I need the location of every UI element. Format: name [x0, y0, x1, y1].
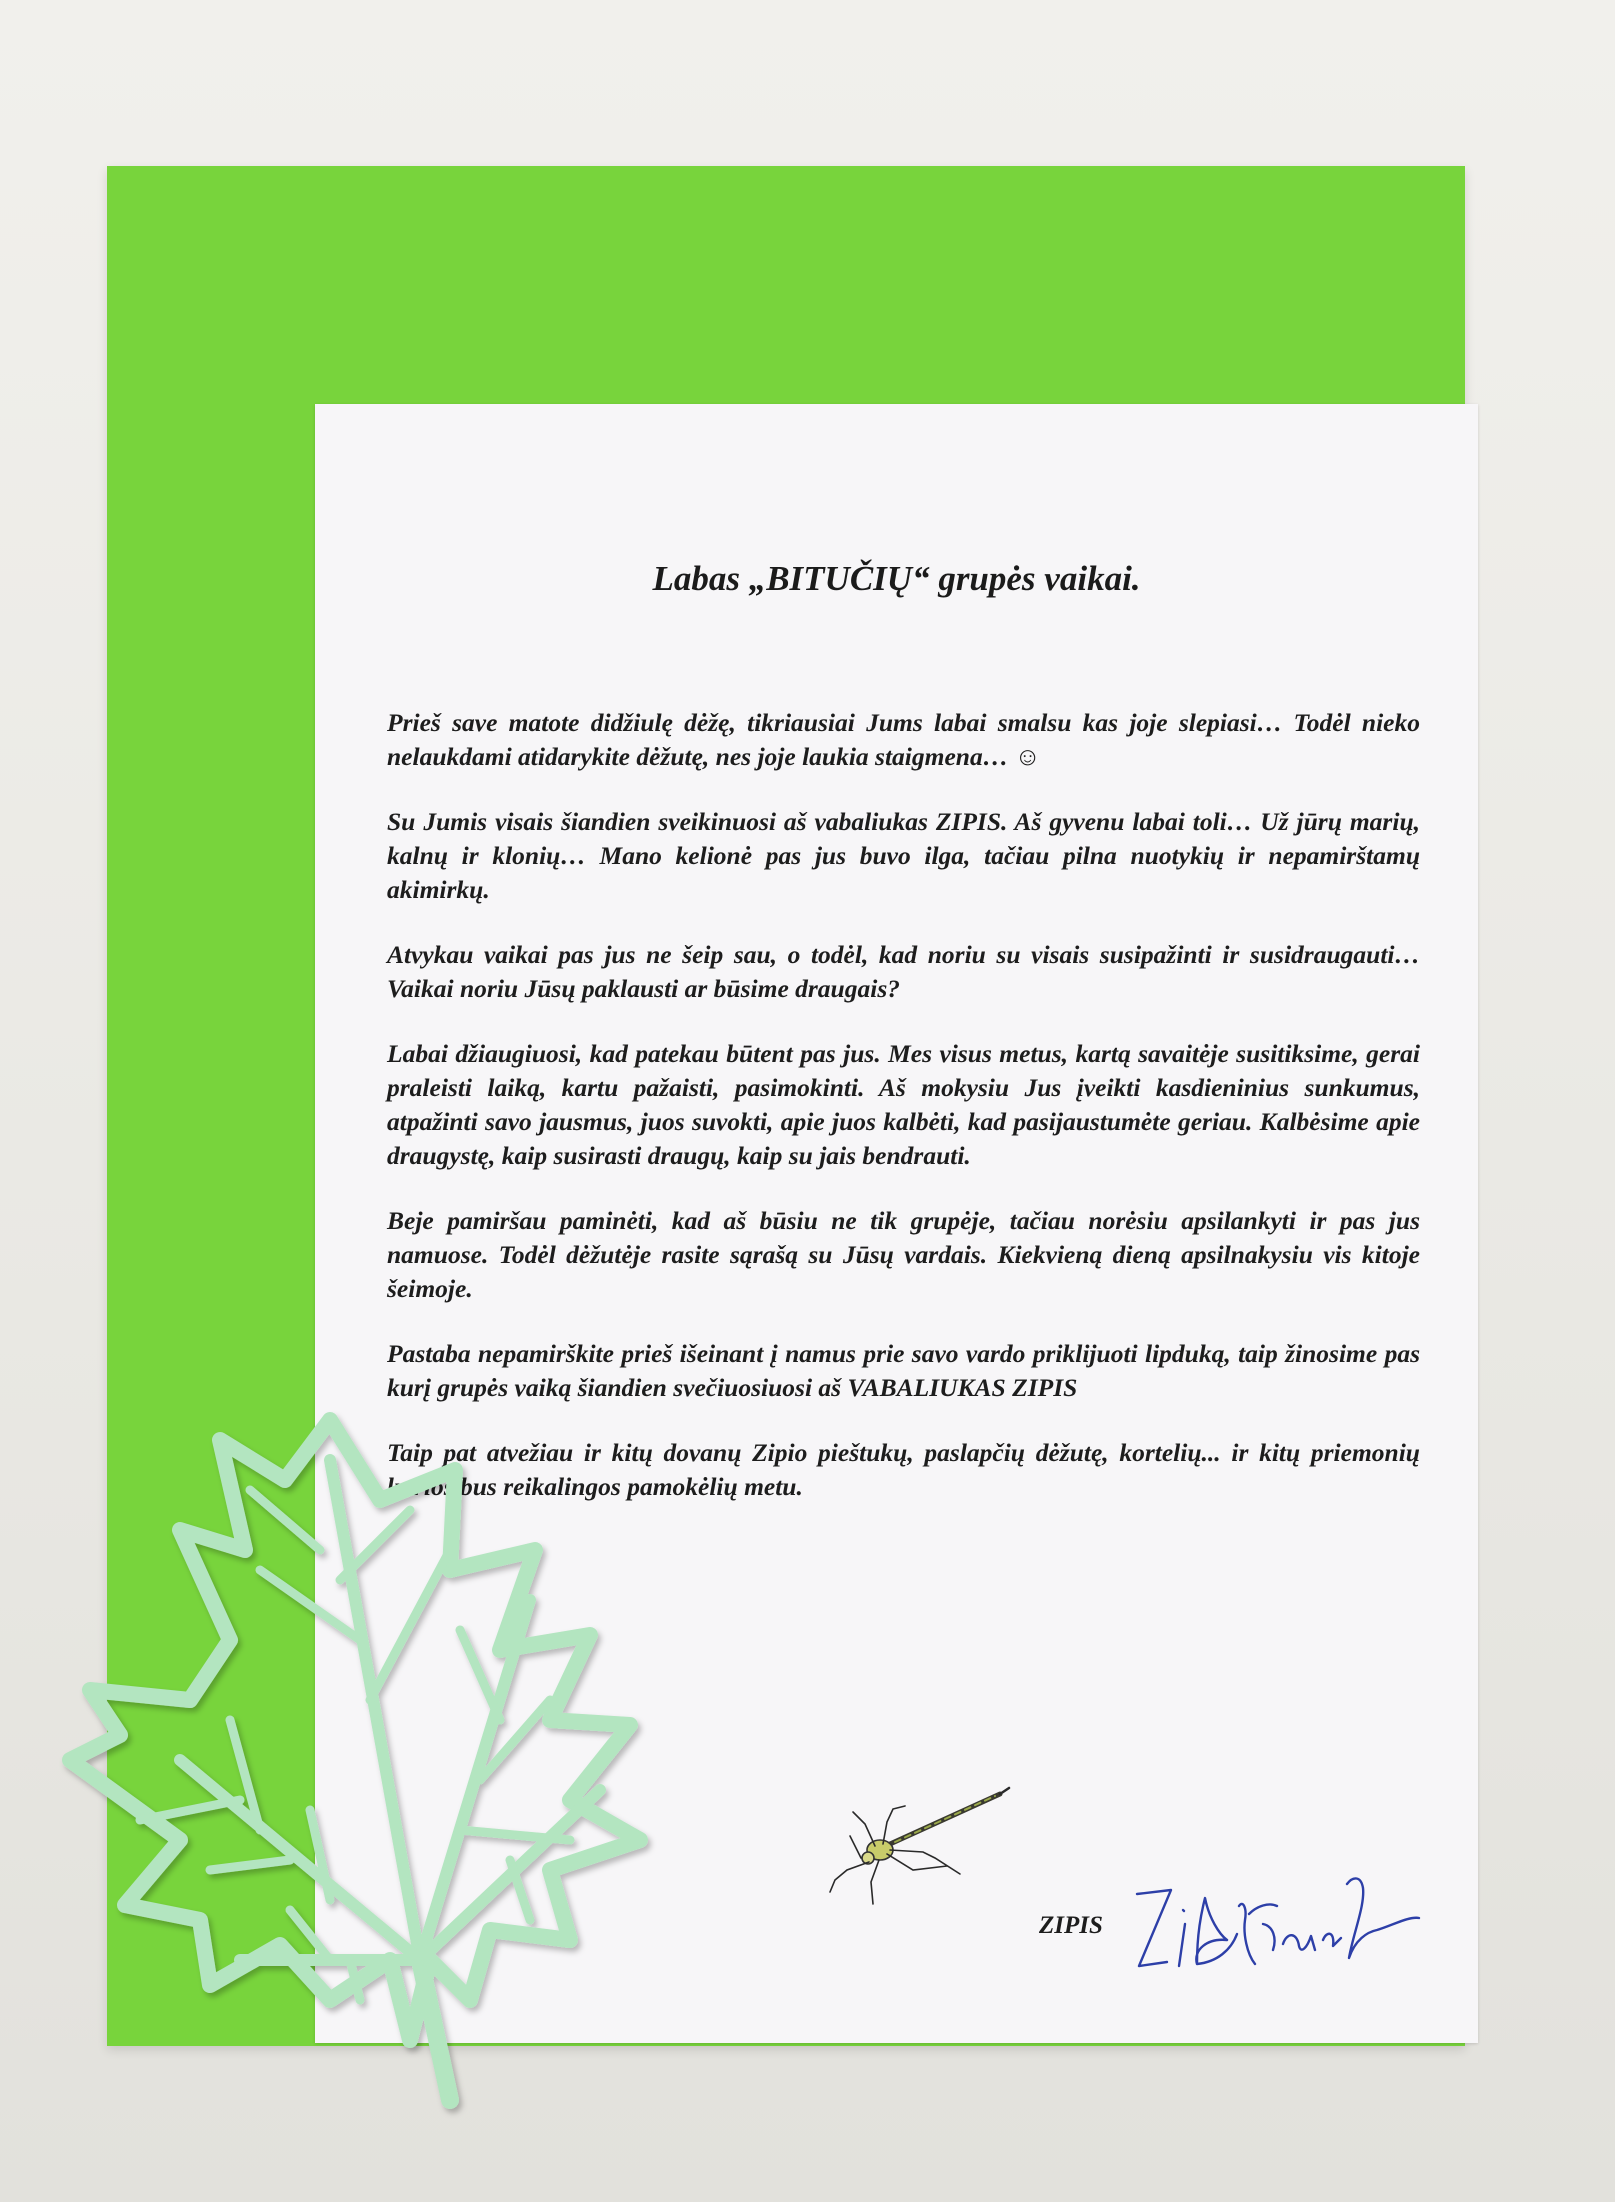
signoff-name: ZIPIS	[1039, 1912, 1103, 1939]
signature	[1127, 1854, 1427, 1994]
dragonfly-icon	[795, 1754, 1065, 1914]
paragraph-7: Taip pat atvežiau ir kitų dovanų Zipio pieštukų, paslapčių dėžutę, kortelių... ir kitų priemonių kurios bus reikalingos pamokėlių metu.	[387, 1438, 1420, 1501]
paragraph-4: Labai džiaugiuosi, kad patekau būtent pas jus. Mes visus metus, kartą savaitėje susitiksime, gerai praleisti laiką, kartu pažaisti, pasimokinti. Aš mokysiu Jus įveikti kasdieninius sunkumus, atpažinti savo jausmus, juos suvokti, apie juos kalbėti, kad pasijaustumėte geriau. Kalbėsime apie draugystę, kaip susirasti draugų, kaip su jais bendrauti.	[387, 1039, 1420, 1170]
paragraph-5: Beje pamiršau paminėti, kad aš būsiu ne tik grupėje, tačiau norėsiu apsilankyti ir pas jus namuose. Todėl dėžutėje rasite sąrašą su Jūsų vardais. Kiekvieną dieną apsilnakysiu vis kitoje šeimoje.	[387, 1206, 1420, 1303]
letter-title: Labas „BITUČIŲ“ grupės vaikai.	[652, 559, 1141, 598]
letter-paper	[315, 404, 1478, 2043]
paragraph-1: Prieš save matote didžiulę dėžę, tikriausiai Jums labai smalsu kas joje slepiasi… Todėl nieko nelaukdami atidarykite dėžutę, nes joje laukia staigmena… ☺	[387, 708, 1420, 771]
paragraph-6: Pastaba nepamirškite prieš išeinant į namus prie savo vardo priklijuoti lipduką, taip žinosime pas kurį grupės vaiką šiandien svečiuosiuosi aš VABALIUKAS ZIPIS	[387, 1339, 1420, 1402]
paragraph-3: Atvykau vaikai pas jus ne šeip sau, o todėl, kad noriu su visais susipažinti ir susidraugauti… Vaikai noriu Jūsų paklausti ar būsime draugais?	[387, 940, 1420, 1003]
green-board	[107, 166, 1465, 2046]
letter-body	[387, 706, 1420, 1535]
paragraph-2: Su Jumis visais šiandien sveikinuosi aš vabaliukas ZIPIS. Aš gyvenu labai toli… Už jūrų marių, kalnų ir klonių… Mano kelionė pas jus buvo ilga, tačiau pilna nuotykių ir nepamirštamų akimirkų.	[387, 807, 1420, 904]
